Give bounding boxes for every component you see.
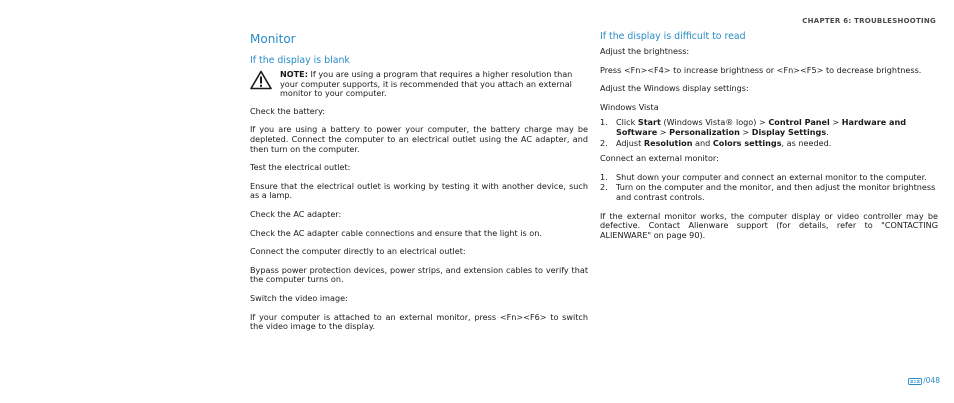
block-heading: Test the electrical outlet:	[250, 162, 351, 173]
windows-heading: Adjust the Windows display settings:	[600, 83, 749, 94]
warning-icon	[250, 70, 272, 90]
control-panel-label: Control Panel	[768, 117, 830, 128]
note-text	[280, 70, 588, 99]
step-text: Adjust	[616, 137, 644, 148]
list-number: 1.	[600, 117, 608, 128]
step-text: >	[829, 117, 842, 128]
list-item	[600, 183, 938, 202]
list-item	[600, 118, 938, 137]
external-heading: Connect an external monitor:	[600, 153, 719, 164]
page-slash: /	[923, 376, 926, 385]
step-text: Shut down your computer and connect an external monitor to the computer.	[616, 171, 927, 182]
section-heading-blank: If the display is blank	[250, 55, 350, 66]
resolution-label: Resolution	[643, 137, 693, 148]
list-item	[600, 173, 938, 183]
closing-text: If the external monitor works, the computer display or video controller may be defective. Contact Alienware support (for details, refer to "CONTACTING ALIENWARE" on page 90).	[600, 210, 938, 240]
page-footer	[908, 376, 940, 385]
brightness-heading: Adjust the brightness:	[600, 46, 690, 56]
page-title: Monitor	[250, 32, 296, 46]
block-text: If your computer is attached to an external monitor, press <Fn><F6> to switch the video image to the display.	[250, 311, 588, 332]
block-text: If you are using a battery to power your computer, the battery charge may be depleted. Connect the computer to an electrical outlet using the AC adapter, and then turn on the computer.	[250, 124, 588, 154]
step-text: and	[692, 137, 713, 148]
block-text: Bypass power protection devices, power strips, and extension cables to verify that the computer turns on.	[250, 264, 588, 285]
note-label: NOTE:	[280, 69, 308, 79]
step-text: (Windows Vista® logo) >	[660, 117, 769, 128]
block-heading: Check the battery:	[250, 105, 326, 116]
page-number: 048	[925, 376, 940, 385]
display-settings-label: Display Settings	[751, 126, 827, 137]
note-body: If you are using a program that requires a higher resolution than your computer supports, it is recommended that you attach an external monitor to your computer.	[280, 69, 573, 99]
hardware-software-label: Hardware and Software	[616, 117, 907, 137]
start-label: Start	[637, 117, 661, 128]
block-heading: Connect the computer directly to an electrical outlet:	[250, 246, 466, 257]
right-column	[600, 31, 938, 249]
colors-settings-label: Colors settings	[712, 137, 782, 148]
alienware-logo-icon	[908, 378, 922, 385]
step-text: >	[739, 126, 752, 137]
chapter-header: CHAPTER 6: TROUBLESHOOTING	[802, 17, 936, 25]
step-text: Click	[616, 117, 638, 128]
note-block	[250, 70, 588, 99]
windows-os-label: Windows Vista	[600, 101, 659, 112]
step-text: >	[657, 126, 670, 137]
step-text: Turn on the computer and the monitor, and then adjust the monitor brightness and contrast controls.	[616, 182, 936, 202]
list-number: 2.	[600, 137, 608, 148]
block-heading: Check the AC adapter:	[250, 208, 342, 219]
block-text: Check the AC adapter cable connections and ensure that the light is on.	[250, 227, 542, 238]
section-heading-difficult: If the display is difficult to read	[600, 31, 746, 42]
list-number: 2.	[600, 182, 608, 193]
windows-steps-list	[600, 118, 938, 148]
list-number: 1.	[600, 171, 608, 182]
step-text: , as needed.	[781, 137, 832, 148]
brightness-text: Press <Fn><F4> to increase brightness or <Fn><F5> to decrease brightness.	[600, 64, 922, 75]
step-text: .	[826, 126, 829, 137]
block-heading: Switch the video image:	[250, 292, 348, 303]
block-text: Ensure that the electrical outlet is working by testing it with another device, such as a lamp.	[250, 180, 588, 201]
list-item	[600, 139, 938, 149]
external-steps-list	[600, 173, 938, 203]
left-column	[250, 32, 588, 341]
personalization-label: Personalization	[669, 126, 740, 137]
